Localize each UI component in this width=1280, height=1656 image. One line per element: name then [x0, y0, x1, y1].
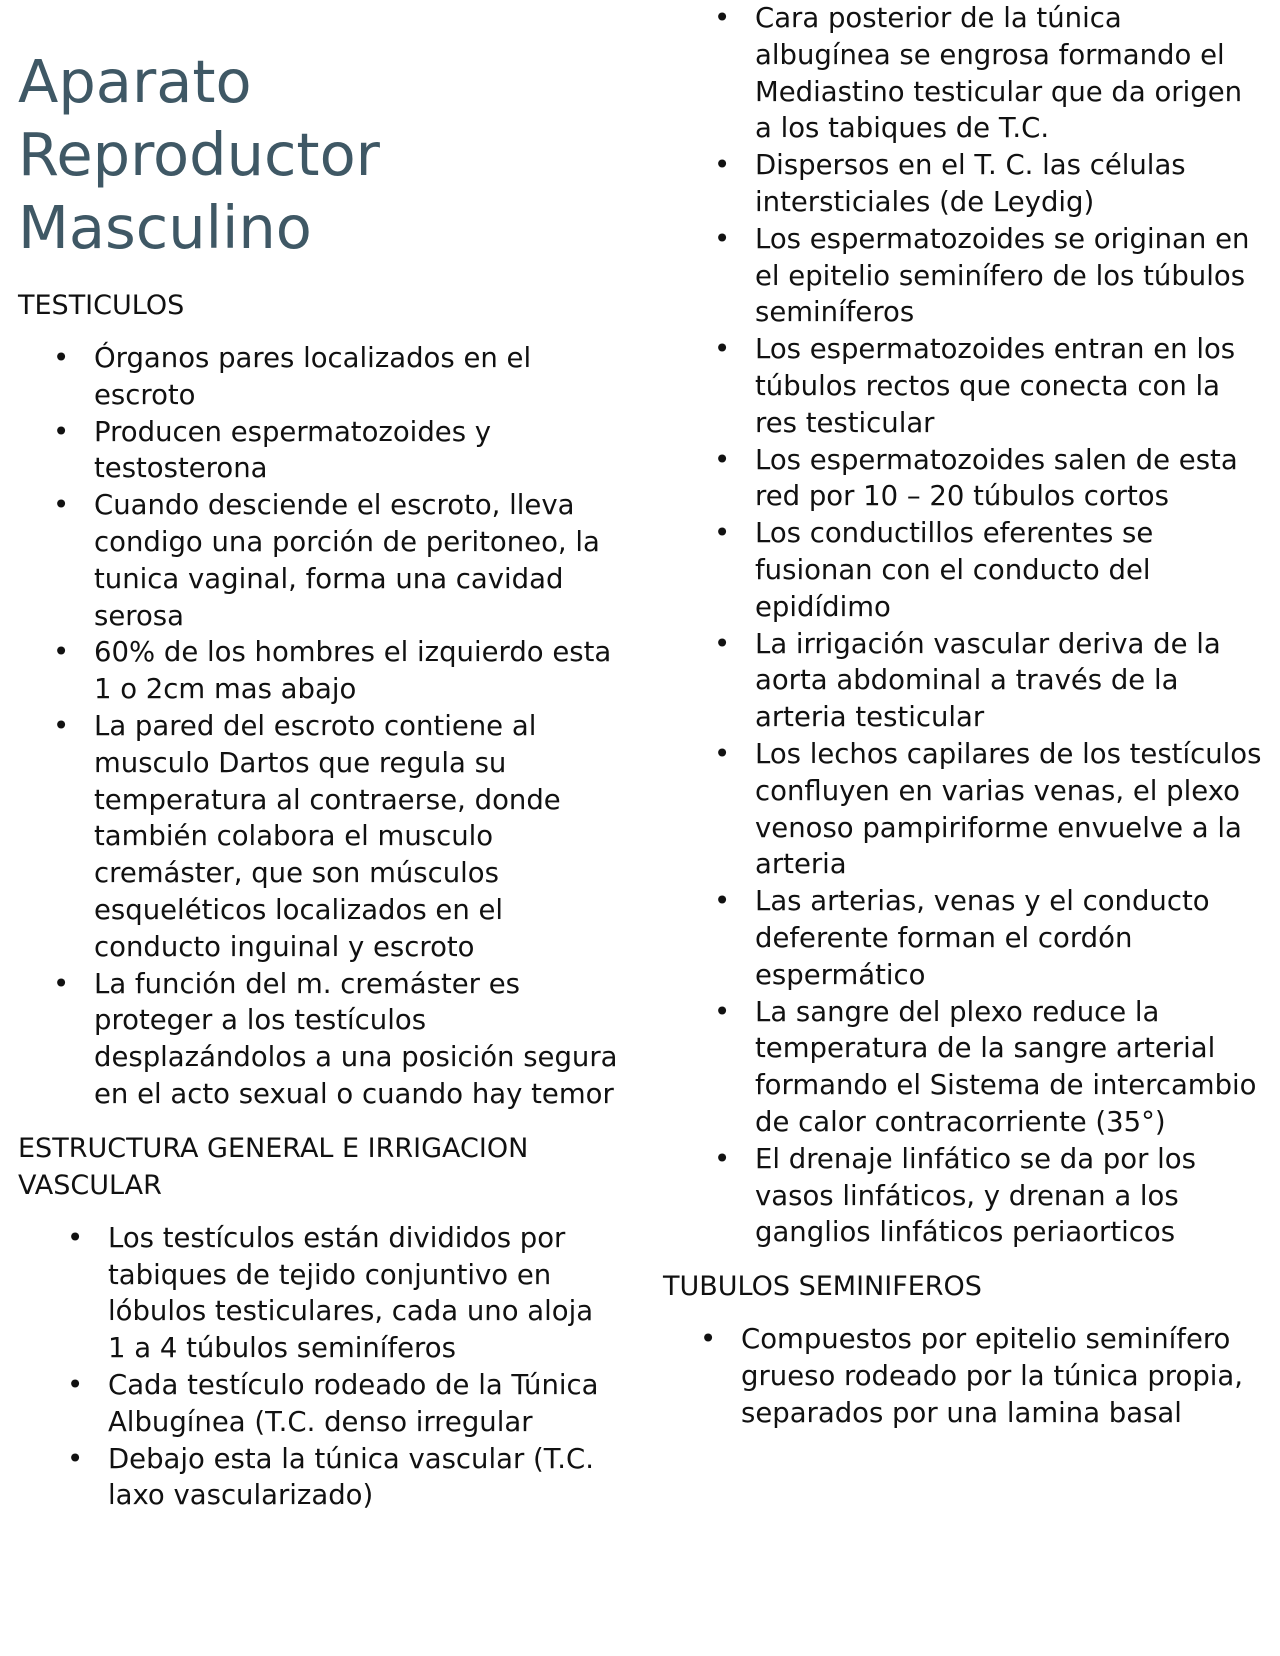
page-title — [18, 45, 618, 264]
section-heading-tubulos: TUBULOS SEMINIFEROS — [663, 1271, 982, 1303]
list-item: • Debajo esta la túnica vascular (T.C. laxo vascularizado) — [108, 1441, 618, 1515]
list-item: • La sangre del plexo reduce la temperatura de la sangre arterial formando el Sistema de intercambio de calor contracorriente (35°) — [755, 994, 1265, 1141]
title-line-2: Reproductor — [18, 120, 380, 189]
list-item: • La pared del escroto contiene al musculo Dartos que regula su temperatura al contraerse, donde también colabora el musculo cremáster, que son músculos esqueléticos localizados en el conducto inguinal y escroto — [94, 708, 618, 966]
estructura-list — [108, 1220, 618, 1514]
list-item: • Los testículos están divididos por tabiques de tejido conjuntivo en lóbulos testiculares, cada uno aloja 1 a 4 túbulos seminíferos — [108, 1220, 618, 1367]
list-item: • La irrigación vascular deriva de la aorta abdominal a través de la arteria testicular — [755, 626, 1265, 736]
title-line-3: Masculino — [18, 193, 312, 262]
estructura-list-continued — [755, 0, 1265, 1251]
list-item: • Cara posterior de la túnica albugínea se engrosa formando el Mediastino testicular que da origen a los tabiques de T.C. — [755, 0, 1265, 147]
list-item: • Los lechos capilares de los testículos confluyen en varias venas, el plexo venoso pampiriforme envuelve a la arteria — [755, 736, 1265, 883]
list-item: • Compuestos por epitelio seminífero grueso rodeado por la túnica propia, separados por una lamina basal — [741, 1321, 1265, 1431]
section-heading-estructura: ESTRUCTURA GENERAL E IRRIGACION VASCULAR — [18, 1132, 529, 1201]
list-item: • Las arterias, venas y el conducto deferente forman el cordón espermático — [755, 883, 1265, 993]
list-item: • El drenaje linfático se da por los vasos linfáticos, y drenan a los ganglios linfáticos periaorticos — [755, 1141, 1265, 1251]
list-item: • 60% de los hombres el izquierdo esta 1 o 2cm mas abajo — [94, 634, 618, 708]
title-line-1: Aparato — [18, 47, 252, 116]
list-item: • Cada testículo rodeado de la Túnica Albugínea (T.C. denso irregular — [108, 1367, 618, 1441]
testiculos-list — [94, 340, 618, 1113]
list-item: • Los espermatozoides se originan en el epitelio seminífero de los túbulos seminíferos — [755, 221, 1265, 331]
right-column — [665, 0, 1265, 1431]
left-column — [18, 0, 618, 1514]
tubulos-list — [741, 1321, 1265, 1431]
list-item: • Los conductillos eferentes se fusionan con el conducto del epidídimo — [755, 515, 1265, 625]
list-item: • Órganos pares localizados en el escroto — [94, 340, 618, 414]
list-item: • La función del m. cremáster es proteger a los testículos desplazándolos a una posición segura en el acto sexual o cuando hay temor — [94, 966, 618, 1113]
list-item: • Cuando desciende el escroto, lleva condigo una porción de peritoneo, la tunica vaginal, forma una cavidad serosa — [94, 487, 618, 634]
section-heading-testiculos: TESTICULOS — [18, 290, 185, 321]
list-item: • Los espermatozoides salen de esta red por 10 – 20 túbulos cortos — [755, 442, 1265, 516]
list-item: • Los espermatozoides entran en los túbulos rectos que conecta con la res testicular — [755, 331, 1265, 441]
list-item: • Producen espermatozoides y testosterona — [94, 414, 618, 488]
list-item: • Dispersos en el T. C. las células intersticiales (de Leydig) — [755, 147, 1265, 221]
